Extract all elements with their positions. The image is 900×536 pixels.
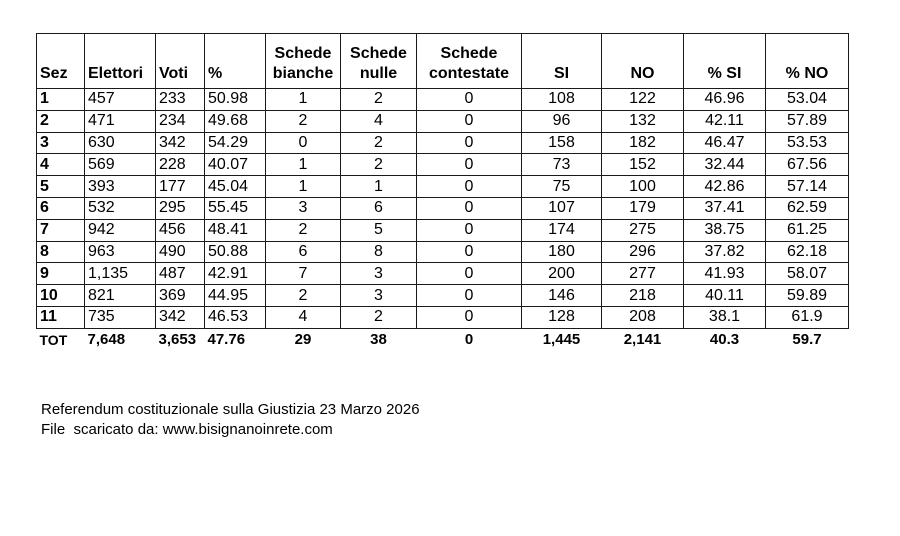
header-schede-bianche [266,34,341,89]
cell-elettori: 532 [85,197,156,219]
total-percent-si: 40.3 [709,330,740,348]
cell-sez: 11 [37,306,85,328]
cell-sez: 4 [37,154,85,176]
cell-voti: 342 [156,306,205,328]
cell-schede-contestate: 0 [417,89,522,111]
cell-sez: 5 [37,176,85,198]
total-schede-bianche: 29 [294,330,312,348]
cell-percent: 50.88 [205,241,266,263]
cell-no: 296 [602,241,684,263]
header-line2: bianche [272,65,334,82]
cell-percent-si: 46.47 [684,132,766,154]
cell-si: 128 [522,306,602,328]
cell-percent: 49.68 [205,110,266,132]
cell-voti: 456 [156,219,205,241]
footer-notes [41,400,420,440]
total-sez: TOT [39,331,68,348]
header-line2: Sez [40,65,68,82]
cell-schede-contestate: 0 [417,219,522,241]
cell-sez: 9 [37,263,85,285]
cell-schede-contestate: 0 [417,176,522,198]
cell-si: 180 [522,241,602,263]
cell-voti: 490 [156,241,205,263]
cell-voti: 233 [156,89,205,111]
cell-percent-no: 53.04 [766,89,849,111]
cell-schede-bianche: 2 [266,285,341,307]
cell-percent-si: 37.82 [684,241,766,263]
header-line2: % [208,65,223,82]
cell-percent: 45.04 [205,176,266,198]
cell-percent-si: 37.41 [684,197,766,219]
cell-elettori: 393 [85,176,156,198]
cell-no: 218 [602,285,684,307]
cell-percent-si: 41.93 [684,263,766,285]
cell-schede-nulle: 5 [341,219,417,241]
cell-percent-no: 57.89 [766,110,849,132]
cell-voti: 342 [156,132,205,154]
cell-percent-no: 67.56 [766,154,849,176]
table-row [37,263,849,285]
table-row [37,197,849,219]
cell-no: 179 [602,197,684,219]
cell-no: 100 [602,176,684,198]
cell-schede-nulle: 2 [341,306,417,328]
cell-schede-contestate: 0 [417,132,522,154]
header-line2: nulle [359,65,398,82]
header-percent-si [684,34,766,89]
cell-percent-no: 53.53 [766,132,849,154]
table-row [37,89,849,111]
header-line2: % SI [707,65,742,82]
total-elettori: 7,648 [87,330,126,348]
total-schede-contestate: 0 [464,330,474,348]
header-row [37,34,849,89]
cell-no: 182 [602,132,684,154]
cell-percent: 44.95 [205,285,266,307]
total-row [37,328,849,351]
cell-schede-contestate: 0 [417,263,522,285]
total-voti: 3,653 [158,330,197,348]
table-row [37,176,849,198]
header-line2: SI [553,65,570,82]
cell-elettori: 1,135 [85,263,156,285]
cell-schede-nulle: 2 [341,154,417,176]
cell-si: 96 [522,110,602,132]
cell-no: 152 [602,154,684,176]
cell-si: 146 [522,285,602,307]
cell-si: 158 [522,132,602,154]
cell-percent: 46.53 [205,306,266,328]
cell-schede-contestate: 0 [417,285,522,307]
header-line2: Voti [159,65,189,82]
table-row [37,285,849,307]
results-table [36,33,849,351]
table-row [37,154,849,176]
table-row [37,306,849,328]
total-si: 1,445 [542,330,581,348]
header-percent [205,34,266,89]
cell-elettori: 821 [85,285,156,307]
cell-elettori: 735 [85,306,156,328]
cell-schede-nulle: 2 [341,132,417,154]
cell-si: 174 [522,219,602,241]
total-no: 2,141 [623,330,662,348]
cell-percent: 55.45 [205,197,266,219]
cell-voti: 487 [156,263,205,285]
header-line2: Elettori [88,65,144,82]
cell-percent: 48.41 [205,219,266,241]
cell-schede-bianche: 7 [266,263,341,285]
cell-si: 75 [522,176,602,198]
header-line1: Schede [274,45,332,62]
cell-schede-bianche: 4 [266,306,341,328]
cell-percent-si: 32.44 [684,154,766,176]
cell-percent: 42.91 [205,263,266,285]
cell-elettori: 630 [85,132,156,154]
cell-schede-contestate: 0 [417,110,522,132]
cell-elettori: 569 [85,154,156,176]
table-row [37,110,849,132]
header-schede-contestate [417,34,522,89]
cell-percent-no: 59.89 [766,285,849,307]
header-line2: NO [630,65,655,82]
header-line1: Schede [440,45,498,62]
header-elettori [85,34,156,89]
total-percent: 47.76 [207,330,246,348]
cell-voti: 369 [156,285,205,307]
cell-si: 73 [522,154,602,176]
cell-percent-si: 40.11 [684,285,766,307]
cell-no: 208 [602,306,684,328]
cell-sez: 3 [37,132,85,154]
cell-schede-nulle: 2 [341,89,417,111]
cell-schede-bianche: 6 [266,241,341,263]
cell-si: 108 [522,89,602,111]
cell-sez: 1 [37,89,85,111]
cell-percent-si: 42.11 [684,110,766,132]
cell-no: 132 [602,110,684,132]
cell-percent-si: 38.1 [684,306,766,328]
table-row [37,132,849,154]
cell-schede-contestate: 0 [417,241,522,263]
cell-schede-bianche: 1 [266,176,341,198]
cell-elettori: 963 [85,241,156,263]
header-no [602,34,684,89]
cell-percent-no: 62.18 [766,241,849,263]
header-line2: % NO [785,65,829,82]
cell-sez: 7 [37,219,85,241]
cell-percent-no: 58.07 [766,263,849,285]
cell-elettori: 457 [85,89,156,111]
cell-schede-contestate: 0 [417,306,522,328]
cell-voti: 295 [156,197,205,219]
table-body [37,89,849,351]
header-schede-nulle [341,34,417,89]
cell-elettori: 942 [85,219,156,241]
cell-sez: 6 [37,197,85,219]
header-line2: contestate [428,65,510,82]
table-row [37,241,849,263]
cell-schede-contestate: 0 [417,197,522,219]
cell-percent-no: 57.14 [766,176,849,198]
cell-si: 107 [522,197,602,219]
cell-schede-bianche: 3 [266,197,341,219]
cell-percent: 54.29 [205,132,266,154]
cell-percent-no: 61.9 [766,306,849,328]
cell-percent-si: 38.75 [684,219,766,241]
cell-si: 200 [522,263,602,285]
cell-voti: 234 [156,110,205,132]
cell-schede-bianche: 2 [266,110,341,132]
cell-percent-no: 61.25 [766,219,849,241]
cell-percent: 40.07 [205,154,266,176]
cell-schede-nulle: 1 [341,176,417,198]
cell-schede-bianche: 0 [266,132,341,154]
cell-percent-si: 46.96 [684,89,766,111]
cell-schede-contestate: 0 [417,154,522,176]
cell-percent: 50.98 [205,89,266,111]
cell-percent-si: 42.86 [684,176,766,198]
cell-schede-nulle: 4 [341,110,417,132]
cell-voti: 177 [156,176,205,198]
cell-schede-nulle: 3 [341,285,417,307]
cell-schede-nulle: 8 [341,241,417,263]
cell-no: 275 [602,219,684,241]
cell-sez: 8 [37,241,85,263]
cell-voti: 228 [156,154,205,176]
cell-percent-no: 62.59 [766,197,849,219]
cell-schede-nulle: 6 [341,197,417,219]
footer-title: Referendum costituzionale sulla Giustizia 23 Marzo 2026 [41,401,420,418]
cell-schede-bianche: 2 [266,219,341,241]
header-si [522,34,602,89]
cell-schede-bianche: 1 [266,89,341,111]
cell-no: 122 [602,89,684,111]
header-line1: Schede [350,45,407,62]
table-row [37,219,849,241]
header-voti [156,34,205,89]
cell-no: 277 [602,263,684,285]
cell-sez: 10 [37,285,85,307]
cell-elettori: 471 [85,110,156,132]
footer-source: File scaricato da: www.bisignanoinrete.com [41,421,333,438]
total-percent-no: 59.7 [792,330,822,348]
cell-schede-bianche: 1 [266,154,341,176]
header-percent-no [766,34,849,89]
cell-sez: 2 [37,110,85,132]
header-sez [37,34,85,89]
total-schede-nulle: 38 [370,330,387,348]
cell-schede-nulle: 3 [341,263,417,285]
